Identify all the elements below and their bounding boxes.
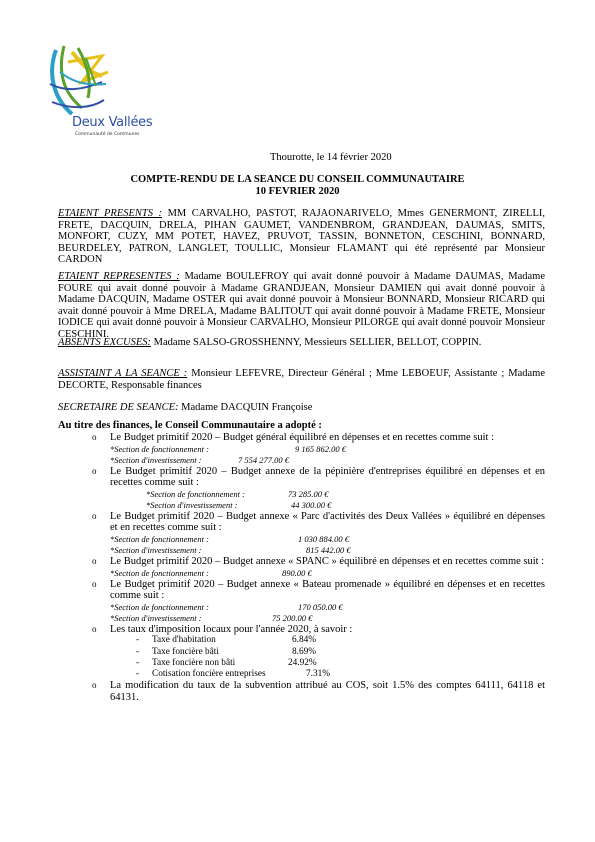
item-text: Le Budget primitif 2020 – Budget annexe de la pépinière d'entreprises équilibré en dépenses et en recettes comme suit : — [110, 465, 545, 489]
bullet-icon: o — [92, 555, 97, 566]
bullet-icon: o — [92, 680, 97, 691]
section-label: *Section de fonctionnement : — [146, 488, 245, 499]
decisions-list — [90, 432, 545, 703]
representes-paragraph — [58, 271, 545, 341]
section-label: *Section de fonctionnement : — [110, 533, 209, 544]
finances-heading: Au titre des finances, le Conseil Communautaire a adopté : — [58, 420, 322, 431]
section-value: 7 554 277.00 € — [238, 454, 289, 465]
section-line — [110, 613, 545, 624]
section-line — [110, 568, 545, 579]
bullet-icon: o — [92, 432, 97, 442]
list-item — [90, 466, 545, 511]
tax-list — [110, 635, 545, 680]
section-line — [110, 444, 545, 455]
section-label: *Section d'investissement : — [110, 612, 202, 623]
item-text: La modification du taux de la subvention attribué au COS, soit 1.5% des comptes 64111, 64118 et 64131. — [110, 680, 545, 703]
tax-rate: 7.31% — [306, 668, 331, 679]
section-value: 73 285.00 € — [288, 488, 329, 499]
section-value: 890.00 € — [282, 567, 312, 578]
logo-graphic — [42, 42, 162, 122]
section-label: *Section de fonctionnement : — [110, 567, 209, 578]
list-item — [90, 556, 545, 579]
tax-name: Taxe foncière bâti — [152, 646, 219, 657]
presents-text: MM CARVALHO, PASTOT, RAJAONARIVELO, Mmes GENERMONT, ZIRELLI, FRETE, DACQUIN, DRELA, PIHAN GAUMET, VANDENBROM, GRANDJEAN, DAUMAS, SMITS, MONFORT, CUZY, MM POTET, HAVEZ, PRUVOT, TASSIN, BONNETON, CESCHINI, BONNARD, BEURDELEY, PATRON, LANGLET, TOULLIC, Monsieur FLAMANT qui été représenté par Monsieur CARDON — [58, 208, 546, 266]
section-line — [110, 489, 545, 500]
tax-rate: 6.84% — [292, 635, 317, 646]
bullet-icon: o — [92, 623, 97, 634]
assistant-text: Monsieur LEFEVRE, Directeur Général ; Mme LEBOEUF, Assistante ; Madame DECORTE, Responsable finances — [58, 368, 545, 391]
bullet-icon: o — [92, 510, 97, 521]
item-text: Le Budget primitif 2020 – Budget général équilibré en dépenses et en recettes comme suit : — [110, 432, 495, 443]
representes-text: Madame BOULEFROY qui avait donné pouvoir à Madame DAUMAS, Madame FOURE qui avait donné pouvoir à Madame GRANDJEAN, Monsieur DAMIEN qui avait donné pouvoir à Madame DACQUIN, Madame OSTER qui avait donné pouvoir à Monsieur BONNARD, Monsieur RICARD qui avait donné pouvoir à Mme DRELA, Madame BALITOUT qui avait donné pouvoir à Madame FRETE, Monsieur IODICE qui avait donné pouvoir à Monsieur CARVALHO, Monsieur PILORGE qui avait donné pouvoir Monsieur CESCHINI. — [58, 271, 546, 340]
section-value: 815 442.00 € — [306, 544, 351, 555]
tax-name: Cotisation foncière entreprises — [152, 668, 266, 679]
tax-rate: 24.92% — [288, 657, 317, 668]
section-label: *Section d'investissement : — [110, 544, 202, 555]
list-item — [90, 579, 545, 624]
item-text: Le Budget primitif 2020 – Budget annexe « Parc d'activités des Deux Vallées » équilibré en dépenses et en recettes comme suit : — [110, 510, 545, 534]
list-item — [90, 680, 545, 703]
assistant-label: ASSISTAINT A LA SEANCE : — [58, 368, 188, 379]
section-value: 75 200.00 € — [272, 612, 313, 623]
logo-name: Deux Vallées — [72, 115, 153, 130]
item-text: Les taux d'imposition locaux pour l'année 2020, à savoir : — [110, 623, 353, 635]
document-date: Thourotte, le 14 février 2020 — [270, 152, 392, 163]
bullet-icon: o — [92, 465, 97, 476]
section-value: 44 300.00 € — [291, 499, 332, 510]
list-item — [90, 624, 545, 680]
tax-row: - Taxe foncière bâti 8.69% — [136, 646, 317, 657]
item-text: Le Budget primitif 2020 – Budget annexe « Bateau promenade » équilibré en dépenses et en recettes comme suit : — [110, 578, 545, 602]
section-value: 9 165 862.00 € — [295, 443, 346, 454]
secretaire-label: SECRETAIRE DE SEANCE: — [58, 402, 179, 413]
tax-row: - Taxe foncière non bâti 24.92% — [136, 657, 317, 668]
section-line — [110, 534, 545, 545]
excuses-text: Madame SALSO-GROSSHENNY, Messieurs SELLIER, BELLOT, COPPIN. — [153, 337, 482, 348]
section-label: *Section d'investissement : — [146, 499, 238, 510]
tax-row: - Taxe d'habitation 6.84% — [136, 635, 317, 646]
tax-rate: 8.69% — [292, 646, 317, 657]
presents-paragraph — [58, 208, 545, 266]
section-line — [110, 500, 545, 511]
secretaire-text: Madame DACQUIN Françoise — [181, 402, 313, 413]
section-label: *Section d'investissement : — [110, 454, 202, 465]
section-label: *Section de fonctionnement : — [110, 443, 209, 454]
document-title-date: 10 FEVRIER 2020 — [255, 186, 340, 197]
tax-name: Taxe d'habitation — [152, 635, 216, 646]
bullet-icon: o — [92, 578, 97, 589]
excuses-label: ABSENTS EXCUSES: — [58, 337, 152, 348]
section-label: *Section de fonctionnement : — [110, 601, 209, 612]
tax-name: Taxe foncière non bâti — [152, 657, 236, 668]
document-title: COMPTE-RENDU DE LA SEANCE DU CONSEIL COMMUNAUTAIRE — [130, 174, 465, 185]
excuses-paragraph — [58, 337, 545, 349]
section-line — [110, 455, 545, 466]
tax-row: - Cotisation foncière entreprises 7.31% — [136, 668, 331, 679]
section-value: 170 050.00 € — [298, 601, 343, 612]
section-line — [110, 545, 545, 556]
presents-label: ETAIENT PRESENTS : — [58, 208, 163, 219]
secretaire-paragraph — [58, 402, 545, 414]
assistant-paragraph — [58, 368, 545, 391]
list-item — [90, 511, 545, 556]
section-line — [110, 602, 545, 613]
logo-subtitle: Communauté de Communes — [75, 132, 140, 137]
section-value: 1 030 884.00 € — [298, 533, 349, 544]
item-text: Le Budget primitif 2020 – Budget annexe « SPANC » équilibré en dépenses et en recettes comme suit : — [110, 555, 545, 567]
representes-label: ETAIENT REPRESENTES : — [58, 271, 180, 282]
list-item — [90, 432, 545, 466]
